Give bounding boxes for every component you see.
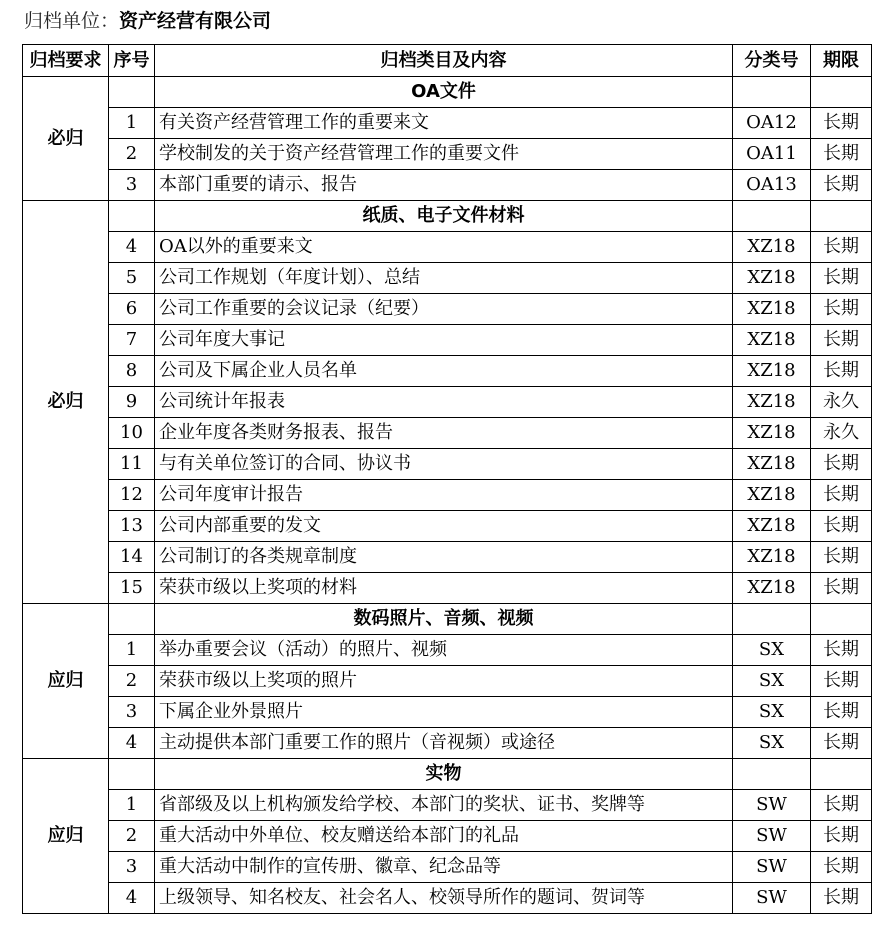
table-row xyxy=(23,883,872,914)
table-row xyxy=(23,139,872,170)
row-class-code: SX xyxy=(733,728,811,759)
row-number: 2 xyxy=(109,139,155,170)
row-class-code: XZ18 xyxy=(733,263,811,294)
table-row xyxy=(23,325,872,356)
table-row xyxy=(23,418,872,449)
row-term: 长期 xyxy=(811,139,872,170)
row-term: 长期 xyxy=(811,635,872,666)
row-number: 2 xyxy=(109,666,155,697)
table-row xyxy=(23,108,872,139)
row-term: 长期 xyxy=(811,542,872,573)
header-number: 序号 xyxy=(109,45,155,77)
row-number: 4 xyxy=(109,883,155,914)
row-content: 荣获市级以上奖项的材料 xyxy=(155,573,733,604)
row-content: 公司工作规划（年度计划）、总结 xyxy=(155,263,733,294)
row-content: 公司统计年报表 xyxy=(155,387,733,418)
row-content: 有关资产经营管理工作的重要来文 xyxy=(155,108,733,139)
table-row xyxy=(23,387,872,418)
row-content: 学校制发的关于资产经营管理工作的重要文件 xyxy=(155,139,733,170)
archive-unit-label: 归档单位： xyxy=(24,10,120,32)
row-number: 9 xyxy=(109,387,155,418)
row-term: 长期 xyxy=(811,573,872,604)
section-row xyxy=(23,77,872,108)
section-term-cell xyxy=(811,201,872,232)
section-title: 纸质、电子文件材料 xyxy=(155,201,733,232)
row-class-code: SW xyxy=(733,790,811,821)
table-row xyxy=(23,170,872,201)
section-class-cell xyxy=(733,759,811,790)
row-class-code: XZ18 xyxy=(733,387,811,418)
table-row xyxy=(23,511,872,542)
section-title: 数码照片、音频、视频 xyxy=(155,604,733,635)
section-row xyxy=(23,759,872,790)
row-term: 长期 xyxy=(811,480,872,511)
row-term: 长期 xyxy=(811,511,872,542)
row-number: 12 xyxy=(109,480,155,511)
table-row xyxy=(23,573,872,604)
row-term: 永久 xyxy=(811,387,872,418)
row-number: 8 xyxy=(109,356,155,387)
row-term: 长期 xyxy=(811,449,872,480)
row-content: 重大活动中外单位、校友赠送给本部门的礼品 xyxy=(155,821,733,852)
row-number: 13 xyxy=(109,511,155,542)
row-content: 上级领导、知名校友、社会名人、校领导所作的题词、贺词等 xyxy=(155,883,733,914)
row-number: 4 xyxy=(109,728,155,759)
row-term: 长期 xyxy=(811,883,872,914)
row-content: OA以外的重要来文 xyxy=(155,232,733,263)
section-class-cell xyxy=(733,604,811,635)
section-class-cell xyxy=(733,77,811,108)
row-number: 14 xyxy=(109,542,155,573)
table-header-row xyxy=(23,45,872,77)
row-content: 公司年度审计报告 xyxy=(155,480,733,511)
table-row xyxy=(23,728,872,759)
table-row xyxy=(23,542,872,573)
table-row xyxy=(23,666,872,697)
table-row xyxy=(23,294,872,325)
section-term-cell xyxy=(811,77,872,108)
row-content: 荣获市级以上奖项的照片 xyxy=(155,666,733,697)
section-title: 实物 xyxy=(155,759,733,790)
row-term: 长期 xyxy=(811,263,872,294)
row-class-code: SW xyxy=(733,852,811,883)
row-number: 10 xyxy=(109,418,155,449)
section-class-cell xyxy=(733,201,811,232)
archive-unit-line xyxy=(24,8,271,34)
row-number: 2 xyxy=(109,821,155,852)
row-class-code: SX xyxy=(733,666,811,697)
archive-unit-name: 资产经营有限公司 xyxy=(119,10,272,32)
row-number: 1 xyxy=(109,635,155,666)
table-body xyxy=(23,77,872,914)
row-class-code: SX xyxy=(733,697,811,728)
row-content: 与有关单位签订的合同、协议书 xyxy=(155,449,733,480)
table-row xyxy=(23,263,872,294)
row-content: 公司及下属企业人员名单 xyxy=(155,356,733,387)
row-term: 长期 xyxy=(811,697,872,728)
row-number: 3 xyxy=(109,852,155,883)
table-row xyxy=(23,232,872,263)
requirement-cell: 应归 xyxy=(23,604,109,759)
row-class-code: XZ18 xyxy=(733,449,811,480)
archive-catalog-table xyxy=(22,44,872,914)
row-class-code: XZ18 xyxy=(733,325,811,356)
row-number: 7 xyxy=(109,325,155,356)
row-class-code: XZ18 xyxy=(733,573,811,604)
row-class-code: XZ18 xyxy=(733,356,811,387)
row-content: 公司工作重要的会议记录（纪要） xyxy=(155,294,733,325)
header-term: 期限 xyxy=(811,45,872,77)
row-term: 长期 xyxy=(811,821,872,852)
row-number: 3 xyxy=(109,170,155,201)
row-class-code: XZ18 xyxy=(733,511,811,542)
table-row xyxy=(23,356,872,387)
section-row xyxy=(23,201,872,232)
row-class-code: XZ18 xyxy=(733,232,811,263)
row-content: 公司制订的各类规章制度 xyxy=(155,542,733,573)
row-number: 15 xyxy=(109,573,155,604)
requirement-cell: 应归 xyxy=(23,759,109,914)
row-content: 举办重要会议（活动）的照片、视频 xyxy=(155,635,733,666)
row-number: 4 xyxy=(109,232,155,263)
row-content: 企业年度各类财务报表、报告 xyxy=(155,418,733,449)
table-row xyxy=(23,480,872,511)
row-content: 省部级及以上机构颁发给学校、本部门的奖状、证书、奖牌等 xyxy=(155,790,733,821)
row-class-code: XZ18 xyxy=(733,418,811,449)
row-class-code: OA13 xyxy=(733,170,811,201)
header-requirement: 归档要求 xyxy=(23,45,109,77)
header-content: 归档类目及内容 xyxy=(155,45,733,77)
row-content: 重大活动中制作的宣传册、徽章、纪念品等 xyxy=(155,852,733,883)
row-term: 长期 xyxy=(811,325,872,356)
row-class-code: OA12 xyxy=(733,108,811,139)
row-number: 3 xyxy=(109,697,155,728)
table-row xyxy=(23,852,872,883)
requirement-cell: 必归 xyxy=(23,201,109,604)
row-content: 公司内部重要的发文 xyxy=(155,511,733,542)
row-term: 长期 xyxy=(811,356,872,387)
row-term: 长期 xyxy=(811,108,872,139)
section-row xyxy=(23,604,872,635)
row-content: 下属企业外景照片 xyxy=(155,697,733,728)
row-term: 长期 xyxy=(811,666,872,697)
section-term-cell xyxy=(811,759,872,790)
table-row xyxy=(23,790,872,821)
table-row xyxy=(23,449,872,480)
row-class-code: XZ18 xyxy=(733,480,811,511)
section-number-cell xyxy=(109,77,155,108)
row-number: 5 xyxy=(109,263,155,294)
row-number: 1 xyxy=(109,108,155,139)
row-class-code: SW xyxy=(733,821,811,852)
row-content: 本部门重要的请示、报告 xyxy=(155,170,733,201)
section-title: OA文件 xyxy=(155,77,733,108)
row-class-code: XZ18 xyxy=(733,294,811,325)
row-class-code: OA11 xyxy=(733,139,811,170)
row-term: 长期 xyxy=(811,294,872,325)
row-number: 11 xyxy=(109,449,155,480)
row-class-code: SX xyxy=(733,635,811,666)
table-row xyxy=(23,821,872,852)
table-row xyxy=(23,697,872,728)
section-number-cell xyxy=(109,201,155,232)
requirement-cell: 必归 xyxy=(23,77,109,201)
row-term: 长期 xyxy=(811,232,872,263)
section-number-cell xyxy=(109,759,155,790)
row-number: 1 xyxy=(109,790,155,821)
table-row xyxy=(23,635,872,666)
section-number-cell xyxy=(109,604,155,635)
row-term: 长期 xyxy=(811,170,872,201)
row-number: 6 xyxy=(109,294,155,325)
header-class-code: 分类号 xyxy=(733,45,811,77)
row-class-code: XZ18 xyxy=(733,542,811,573)
row-content: 主动提供本部门重要工作的照片（音视频）或途径 xyxy=(155,728,733,759)
section-term-cell xyxy=(811,604,872,635)
row-class-code: SW xyxy=(733,883,811,914)
row-term: 长期 xyxy=(811,728,872,759)
row-term: 长期 xyxy=(811,790,872,821)
row-term: 永久 xyxy=(811,418,872,449)
row-term: 长期 xyxy=(811,852,872,883)
row-content: 公司年度大事记 xyxy=(155,325,733,356)
